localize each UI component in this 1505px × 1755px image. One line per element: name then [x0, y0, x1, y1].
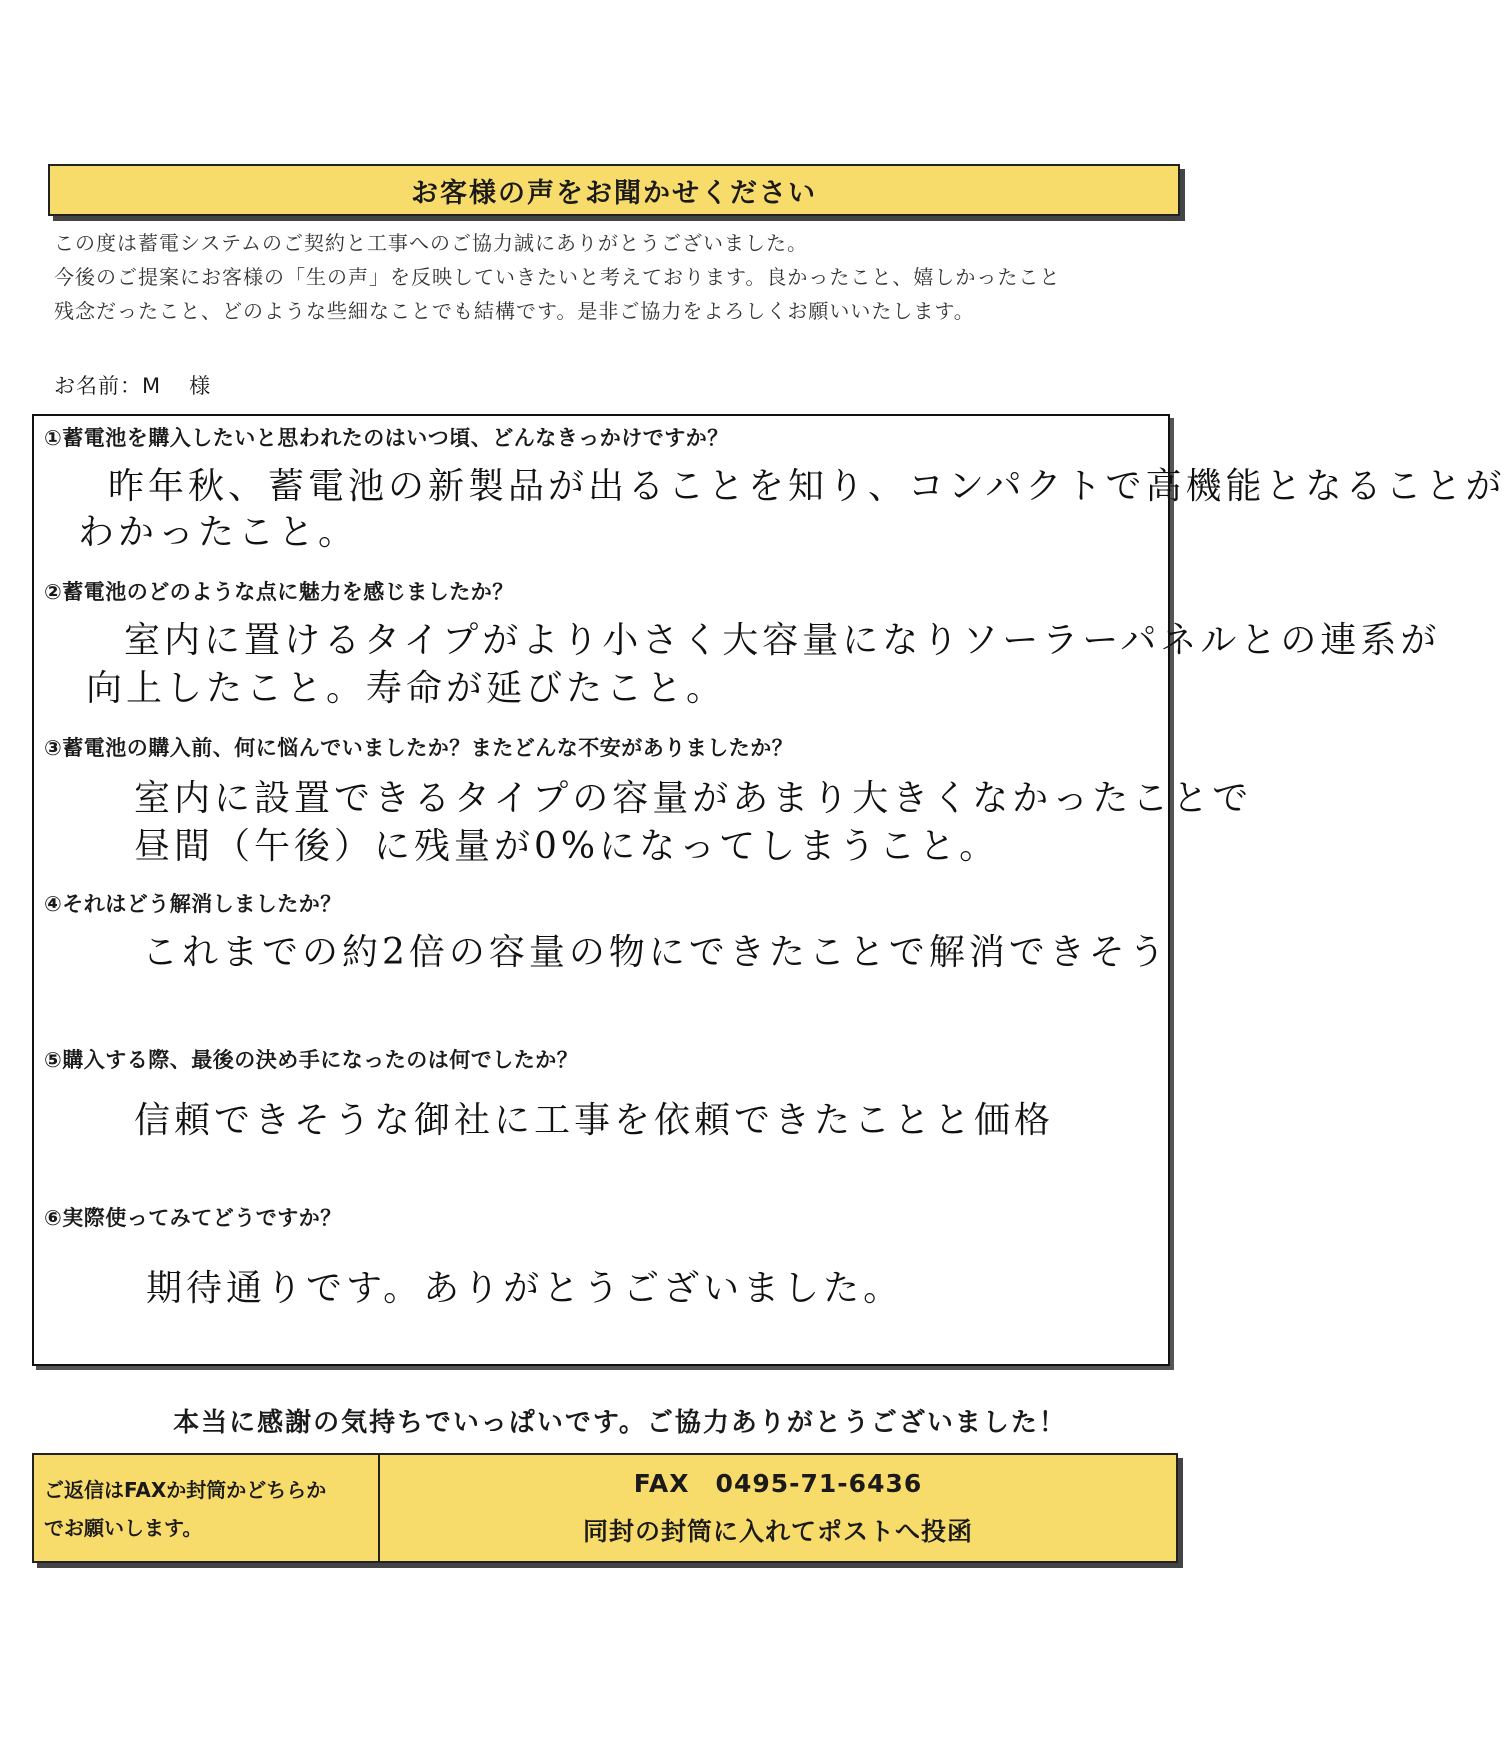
thank-you-message: 本当に感謝の気持ちでいっぱいです。ご協力ありがとうございました！	[173, 1408, 1067, 1438]
reply-note	[34, 1455, 380, 1561]
answer-3-line-2: 昼間（午後）に残量が0%になってしまうこと。	[134, 826, 1000, 867]
mail-instruction: 同封の封筒に入れてポストへ投函	[582, 1517, 973, 1546]
answer-5-line-1: 信頼できそうな御社に工事を依頼できたことと価格	[134, 1100, 1055, 1141]
answer-1-line-2: わかったこと。	[78, 512, 359, 553]
answer-1-line-1: 昨年秋、蓄電池の新製品が出ることを知り、コンパクトで高機能となることが	[108, 466, 1505, 507]
intro-text	[54, 226, 1184, 328]
reply-methods	[380, 1455, 1176, 1561]
answer-2-line-2: 向上したこと。寿命が延びたこと。	[86, 668, 727, 709]
question-1: ①蓄電池を購入したいと思われたのはいつ頃、どんなきっかけですか？	[44, 426, 729, 450]
fax-number: FAX 0495-71-6436	[633, 1469, 923, 1498]
customer-honorific: 様	[189, 374, 212, 398]
customer-name-row	[54, 370, 211, 400]
answer-3-line-1: 室内に設置できるタイプの容量があまり大きくなかったことで	[134, 778, 1253, 819]
intro-line: 残念だったこと、どのような些細なことでも結構です。是非ご協力をよろしくお願いいたします。	[54, 299, 975, 323]
question-2: ②蓄電池のどのような点に魅力を感じましたか？	[44, 580, 514, 604]
answer-4-line-1: これまでの約2倍の容量の物にできたことで解消できそう	[142, 932, 1169, 973]
customer-name: お名前：M	[54, 374, 162, 398]
qa-section	[32, 414, 1505, 1366]
form-title	[48, 164, 1180, 216]
question-5: ⑤購入する際、最後の決め手になったのは何でしたか？	[44, 1048, 579, 1072]
reply-footer	[32, 1453, 1178, 1563]
question-4: ④それはどう解消しましたか？	[44, 892, 342, 916]
reply-note-line: でお願いします。	[44, 1516, 203, 1540]
question-6: ⑥実際使ってみてどうですか？	[44, 1206, 342, 1230]
question-3: ③蓄電池の購入前、何に悩んでいましたか？またどんな不安がありましたか？	[44, 736, 794, 760]
answer-6-line-1: 期待通りです。ありがとうございました。	[146, 1268, 904, 1309]
intro-line: 今後のご提案にお客様の「生の声」を反映していきたいと考えております。良かったこと、嬉しかったこと	[54, 265, 1061, 289]
reply-note-line: ご返信はFAXか封筒かどちらか	[44, 1478, 327, 1502]
form-title-text: お客様の声をお聞かせください	[411, 177, 817, 209]
answer-2-line-1: 室内に置けるタイプがより小さく大容量になりソーラーパネルとの連系が	[124, 620, 1441, 661]
intro-line: この度は蓄電システムのご契約と工事へのご協力誠にありがとうございました。	[54, 231, 808, 255]
